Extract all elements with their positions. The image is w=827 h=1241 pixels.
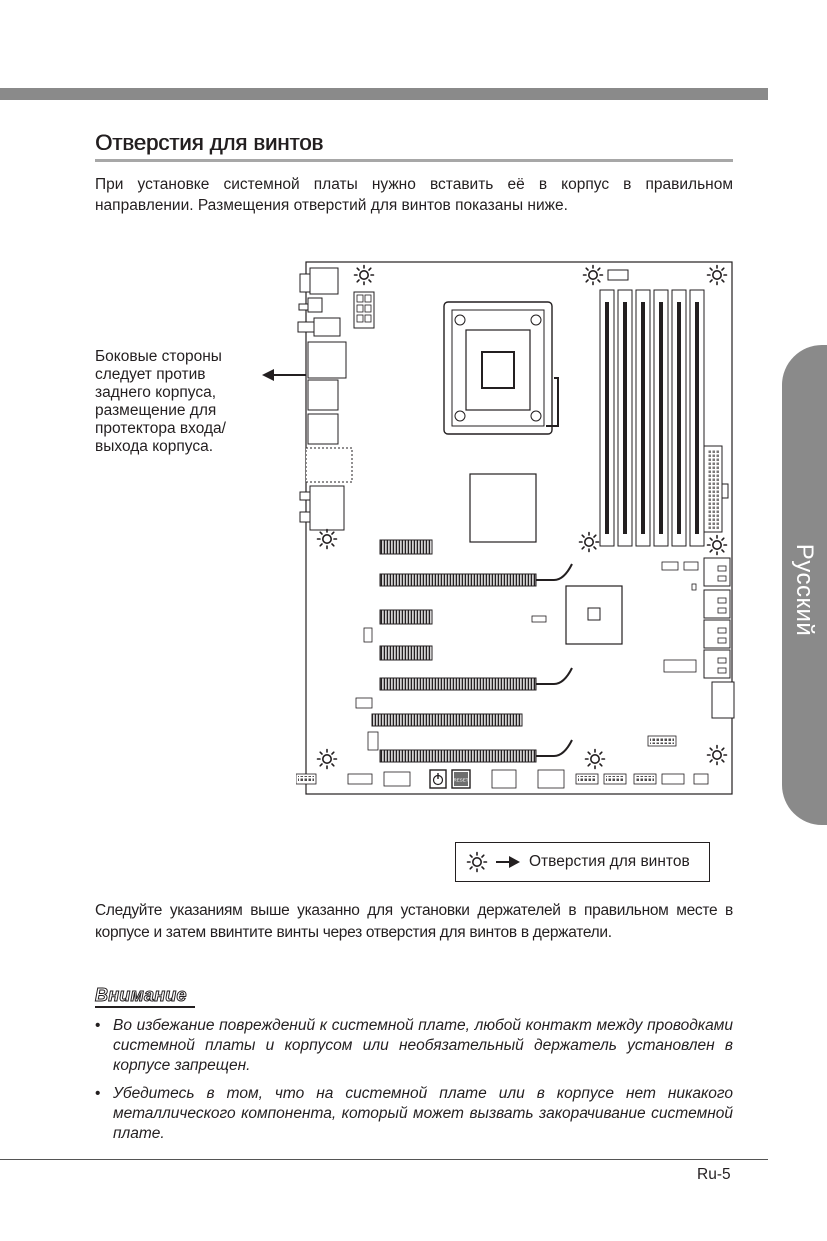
screw-hole-icon bbox=[464, 849, 490, 875]
page-number: Ru-5 bbox=[697, 1166, 731, 1183]
footer-rule bbox=[0, 1159, 768, 1160]
warning-item bbox=[95, 1016, 733, 1076]
header-bar bbox=[0, 88, 768, 100]
language-tab-label: Русский bbox=[791, 543, 818, 637]
bullet-icon: • bbox=[95, 1085, 101, 1102]
reset-button-label: RESET bbox=[453, 777, 469, 783]
motherboard-diagram bbox=[296, 258, 736, 798]
instruction-paragraph: Следуйте указаниям выше указанно для установки держателей в правильном месте в корпусе и затем ввинтите винты через отверстия для винтов в держатели. bbox=[95, 902, 733, 941]
warning-item bbox=[95, 1084, 733, 1144]
arrow-right-icon bbox=[496, 854, 520, 870]
warning-item-text: Убедитесь в том, что на системной плате или в корпусе нет никакого металлического компонента, который может вызвать закорачивание системной плате. bbox=[113, 1085, 733, 1142]
io-side-note: Боковые стороны следует против заднего корпуса, размещение для протектора входа/ выхода корпуса. bbox=[95, 348, 226, 455]
title-underline bbox=[95, 159, 733, 162]
legend-label: Отверстия для винтов bbox=[529, 853, 690, 870]
section-title: Отверстия для винтов bbox=[95, 130, 324, 155]
warning-underline bbox=[95, 1006, 195, 1008]
legend-box bbox=[455, 842, 710, 882]
warning-heading: Внимание bbox=[95, 985, 187, 1005]
warning-list bbox=[95, 1016, 733, 1152]
bullet-icon: • bbox=[95, 1017, 101, 1034]
warning-item-text: Во избежание повреждений к системной плате, любой контакт между проводками системной платы и корпусом или необязательный держатель установлен в корпусе запрещен. bbox=[113, 1017, 733, 1074]
intro-paragraph: При установке системной платы нужно вставить её в корпус в правильном направлении. Размещения отверстий для винтов показаны ниже. bbox=[95, 176, 733, 214]
